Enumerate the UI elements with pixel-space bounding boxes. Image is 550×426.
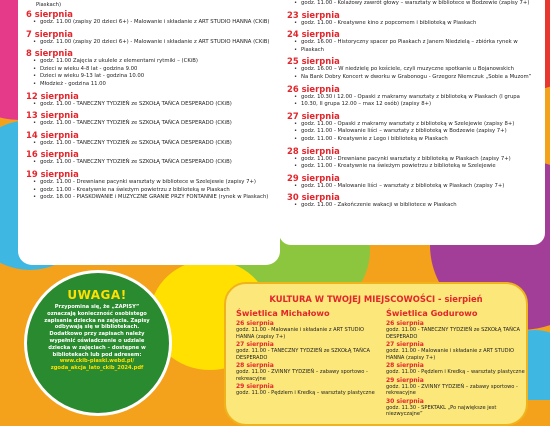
continued-text: Piaskach) xyxy=(36,2,62,8)
day-list xyxy=(26,9,280,202)
notice-title: UWAGA! xyxy=(67,288,127,302)
culture-event: godz. 11.00 - ZVINNY TYDZIEŃ – zabawy sportowo - rekreacyjne xyxy=(386,383,518,396)
day-date: 13 sierpnia xyxy=(26,110,79,121)
day-block xyxy=(287,146,545,171)
event-item: • godz. 11.00 - Drewniane pacynki warsztaty w bibliotece w Szelejewie (zapisy 7+) xyxy=(40,179,280,187)
day-date: 26 sierpnia xyxy=(287,83,340,94)
event-item: • godz. 11.00 - Drewniane pacynki warsztaty z biblioteką w Piaskach (zapisy 7+) xyxy=(301,156,545,164)
event-item: • godz. 11.00 - Kreatywnie z Lego i biblioteką w Piaskach xyxy=(301,136,545,144)
culture-entry-list xyxy=(236,320,376,397)
event-list xyxy=(26,179,280,202)
notice-content xyxy=(42,288,152,372)
culture-title: KULTURA W TWOJEJ MIEJSCOWOŚCI - sierpień xyxy=(269,294,483,304)
day-date: 29 sierpnia xyxy=(287,172,340,183)
day-date: 16 sierpnia xyxy=(26,149,79,160)
event-item: • Dzieci w wieku 4-8 lat - godzina 9.00 xyxy=(40,66,280,74)
day-date: 12 sierpnia xyxy=(26,90,79,101)
event-item: • godz. 11.00 (zapisy 20 dzieci 6+) - Malowanie i składanie z ART STUDIO HANNA (CKiB) xyxy=(40,19,280,27)
culture-event: godz. 11.00 - TANECZNY TYDZIEŃ ze SZKOŁĄ TAŃCA DESPERADO xyxy=(236,348,370,361)
day-date: 24 sierpnia xyxy=(287,29,340,40)
day-block xyxy=(26,110,280,128)
notice-sign xyxy=(0,268,175,400)
day-block xyxy=(26,9,280,27)
day-block xyxy=(287,0,545,8)
event-item: • godz. 11.00 - Malowanie liści – warsztaty z biblioteką w Bodzewie (zapisy 7+) xyxy=(301,128,545,136)
event-item: • godz. 16.00 – W niedzielę po kościele, czyli muzyczne spotkanie u Bojanowskich xyxy=(301,66,545,74)
culture-box xyxy=(224,282,528,426)
day-date: 6 sierpnia xyxy=(26,9,73,19)
day-block xyxy=(287,29,545,54)
event-list xyxy=(26,159,280,167)
event-item: • godz. 11.00 - Malowanie liści – warsztaty z biblioteką w Piaskach (zapisy 7+) xyxy=(301,183,545,191)
notice-link[interactable]: www.ckib-piaski.webd.pl/ zgoda_akcja_lato_ckib_2024.pdf xyxy=(50,358,144,371)
day-block xyxy=(287,56,545,81)
event-list xyxy=(26,58,280,88)
culture-column-michalowo xyxy=(236,308,376,398)
event-item: • godz. 16.00 - Historyczny spacer po Piaskach z Janem Niedzielą – zbiórka rynek w xyxy=(301,39,545,47)
schedule-panel-left xyxy=(18,0,280,265)
event-list xyxy=(287,94,545,109)
culture-day: 29 sierpnia xyxy=(236,383,274,390)
event-item: • godz. 11.00 - Kreatywne kino z popcornem i biblioteką w Piaskach xyxy=(301,20,545,28)
event-list xyxy=(287,0,545,8)
culture-day: 27 sierpnia xyxy=(386,341,424,348)
event-item: • Młodzież - godzina 11.00 xyxy=(40,81,280,89)
event-list xyxy=(287,183,545,191)
day-date: 28 sierpnia xyxy=(287,145,340,156)
culture-event: godz. 11.00 - ZVINNY TYDZIEŃ – zabawy sportowo - rekreacyjne xyxy=(236,369,368,382)
day-block xyxy=(287,84,545,109)
event-item: • godz. 11.00 - Kreatywnie na świeżym powietrzu z biblioteką w Szelejewie xyxy=(301,163,545,171)
day-block xyxy=(287,10,545,28)
event-list xyxy=(287,39,545,54)
culture-event: godz. 11.00 - TANECZNY TYDZIEŃ ze SZKOŁĄ TAŃCA DESPERADO xyxy=(386,327,520,340)
culture-event: godz. 11.00 - Malowanie i składanie z ART STUDIO HANNA (zapisy 7+) xyxy=(236,327,365,340)
notice-body: Przypomina się, że „ZAPISY” oznaczają konieczność osobistego zapisania dziecka na zajęcia. Zapisy odbywają się w bibliotekach. Dodatkowo przy zapisach należy wypełnić oświadczenie o udziale dziecka w zajęciach – dostępne w bibliotekach lub pod adresem: xyxy=(44,304,150,358)
culture-day: 30 sierpnia xyxy=(386,397,424,405)
event-item: • godz. 11.00 - TANECZNY TYDZIEŃ ze SZKOŁĄ TAŃCA DESPERADO (CKiB) xyxy=(40,159,280,167)
day-block xyxy=(26,130,280,148)
event-item: • godz. 11.00 Zajęcia z ukulele z elementami rytmiki – (CKiB) xyxy=(40,58,280,66)
event-item: • godz. 11.00 - TANECZNY TYDZIEŃ ze SZKOŁĄ TAŃCA DESPERADO (CKiB) xyxy=(40,101,280,109)
day-block xyxy=(26,29,280,47)
event-list xyxy=(287,66,545,81)
day-date: 14 sierpnia xyxy=(26,129,79,140)
day-block xyxy=(26,48,280,88)
day-date: 19 sierpnia xyxy=(26,168,79,179)
event-list xyxy=(287,121,545,144)
schedule-right-list xyxy=(279,0,545,210)
schedule-panel-right xyxy=(279,0,545,245)
day-block xyxy=(26,91,280,109)
day-block xyxy=(26,149,280,167)
culture-day: 26 sierpnia xyxy=(386,320,424,327)
event-item: • godz. 18.00 - PIASKOWANIE i MUZYCZNE GRANIE PRZY FONTANNIE (rynek w Piaskach) xyxy=(40,194,280,202)
culture-day: 29 sierpnia xyxy=(386,376,424,384)
event-item: • godz. 11.00 (zapisy 20 dzieci 6+) - Malowanie i składanie z ART STUDIO HANNA (CKiB) xyxy=(40,39,280,47)
day-date: 23 sierpnia xyxy=(287,9,340,20)
event-list xyxy=(287,20,545,28)
day-block xyxy=(287,173,545,191)
column-heading: Świetlica Michałowo xyxy=(236,308,330,318)
event-item: • godz. 11.00 - Opaski z makramy warsztaty z biblioteką w Szelejewie (zapisy 8+) xyxy=(301,121,545,129)
event-item: • 10.30, II grupa 12.00 – max 12 osób) (zapisy 8+) xyxy=(301,101,545,109)
culture-day: 28 sierpnia xyxy=(236,362,274,369)
day-list xyxy=(287,0,545,210)
culture-event: godz. 11.00 - Malowanie i składanie z ART STUDIO HANNA (zapisy 7+) xyxy=(386,348,515,361)
day-block xyxy=(287,111,545,144)
culture-day: 28 sierpnia xyxy=(386,362,424,369)
event-list xyxy=(287,156,545,171)
day-block xyxy=(287,192,545,210)
day-date: 8 sierpnia xyxy=(26,48,73,59)
event-item: • godz. 11.00 - Kolażowy zawrót głowy – warsztaty w bibliotece w Bodzewie (zapisy 7+) xyxy=(301,0,545,8)
event-item: • godz. 11.00 - TANECZNY TYDZIEŃ ze SZKOŁĄ TAŃCA DESPERADO (CKiB) xyxy=(40,140,280,148)
day-date: 7 sierpnia xyxy=(26,28,73,39)
event-item: • Dzieci w wieku 9-13 lat - godzina 10.00 xyxy=(40,73,280,81)
event-list xyxy=(26,120,280,128)
day-date: 30 sierpnia xyxy=(287,192,340,203)
culture-column-godurowo xyxy=(386,308,526,419)
event-list xyxy=(26,19,280,27)
culture-event: godz. 11.00 - Pędzlem i Kredką – warsztaty plastyczne xyxy=(386,369,525,375)
day-block xyxy=(26,169,280,202)
culture-event: godz. 11.30 - SPEKTAKL „Po największe jest niezwyczajne” xyxy=(386,404,497,417)
event-item: • Piaskach xyxy=(301,47,545,55)
event-list xyxy=(26,39,280,47)
culture-day: 26 sierpnia xyxy=(236,320,274,327)
event-list xyxy=(26,101,280,109)
event-item: • godz. 11.00 - Kreatywnie na świeżym powietrzu z biblioteką w Piaskach xyxy=(40,187,280,195)
schedule-left-list xyxy=(18,0,280,202)
event-item: • godz. 10.30 i 12.00 - Opaski z makramy warsztaty z biblioteką w Piaskach (I grupa xyxy=(301,94,545,102)
culture-event: godz. 11.00 - Pędzlem i Kredką – warsztaty plastyczne xyxy=(236,390,375,396)
event-item: • godz. 11.00 - Zakończenie wakacji w bibliotece w Piaskach xyxy=(301,202,545,210)
culture-entry-list xyxy=(386,320,526,418)
day-date: 27 sierpnia xyxy=(287,110,340,121)
event-item: • Na Bank Dobry Koncert w dworku w Grabonogu - Grzegorz Niemczuk „Sobie a Muzom” xyxy=(301,74,545,82)
event-list xyxy=(287,202,545,210)
column-heading: Świetlica Godurowo xyxy=(386,308,478,318)
culture-day: 27 sierpnia xyxy=(236,341,274,348)
event-item: • godz. 11.00 - TANECZNY TYDZIEŃ ze SZKOŁĄ TAŃCA DESPERADO (CKiB) xyxy=(40,120,280,128)
day-date: 25 sierpnia xyxy=(287,56,340,67)
event-list xyxy=(26,140,280,148)
